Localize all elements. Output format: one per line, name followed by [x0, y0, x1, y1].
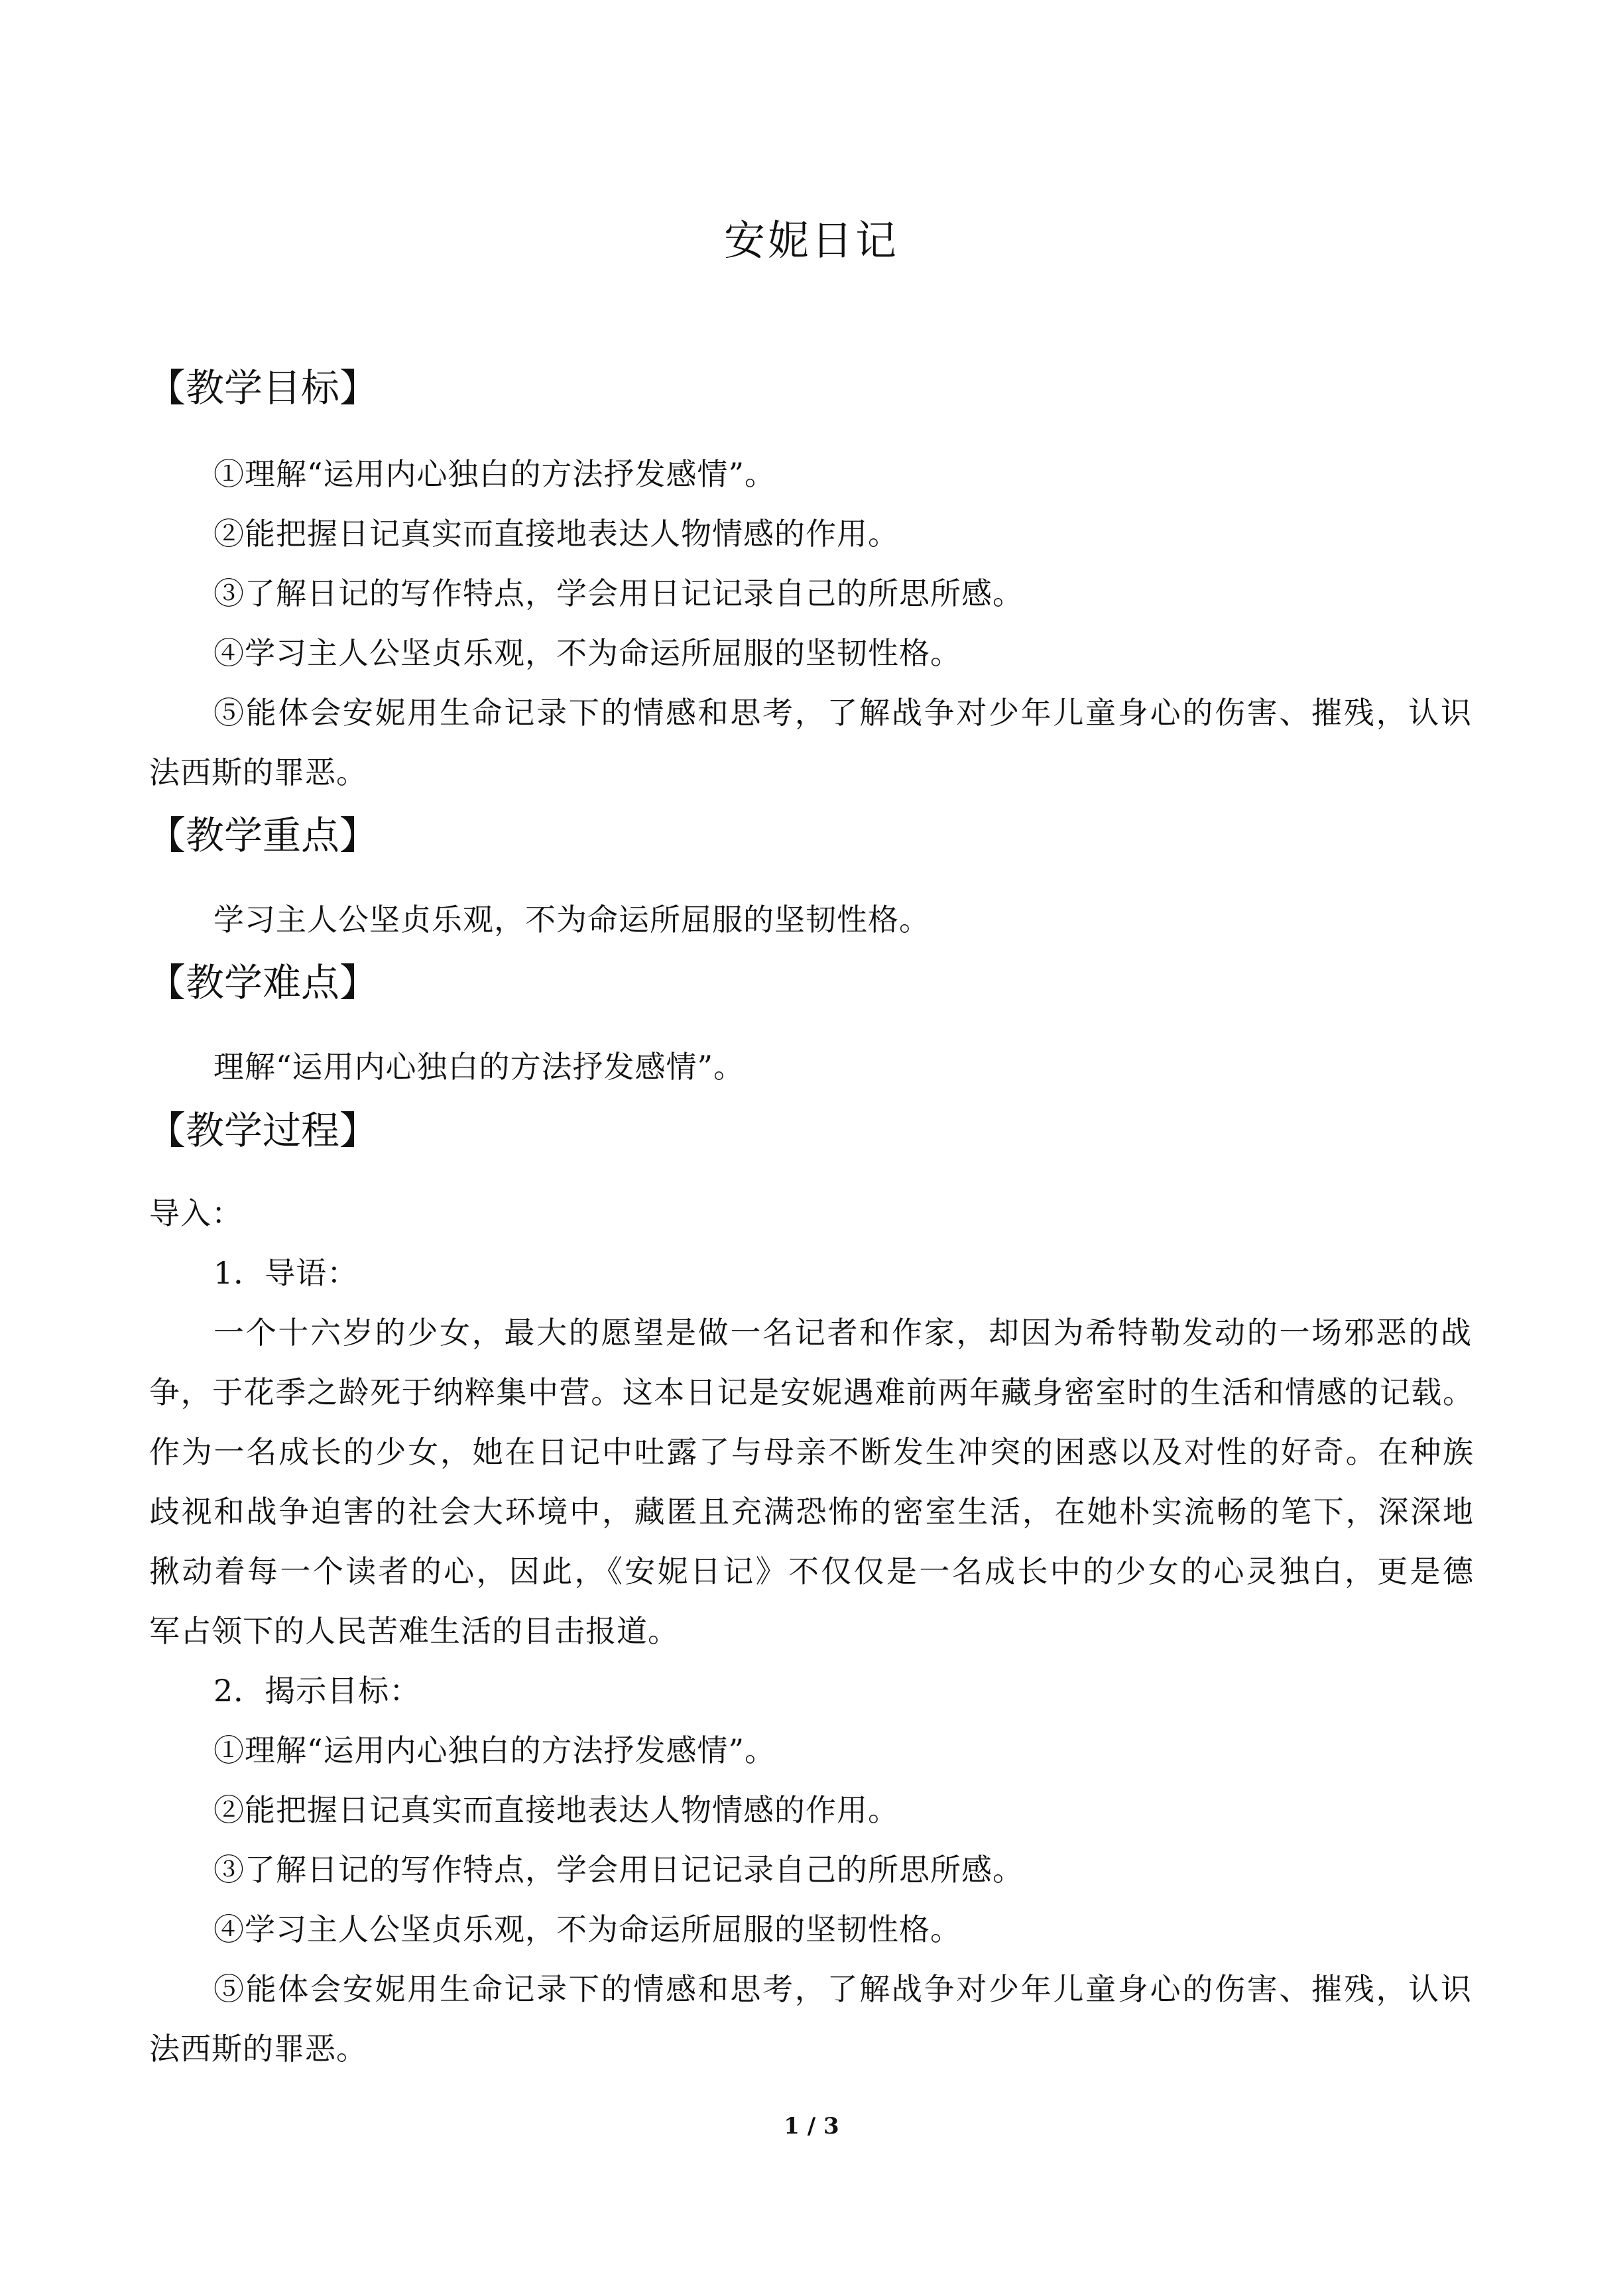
key-points-text: 学习主人公坚贞乐观，不为命运所屈服的坚韧性格。 — [213, 902, 930, 937]
step2-item-5: ⑤能体会安妮用生命记录下的情感和思考，了解战争对少年儿童身心的伤害、摧残，认识 — [213, 1971, 1472, 2007]
step1-line-6: 军占领下的人民苦难生活的目击报道。 — [149, 1613, 679, 1649]
objective-item-5-cont: 法西斯的罪恶。 — [149, 755, 367, 790]
objective-item-3: ③了解日记的写作特点，学会用日记记录自己的所思所感。 — [213, 575, 1024, 611]
process-intro-label: 导入： — [149, 1195, 243, 1231]
step2-item-1: ①理解“运用内心独白的方法抒发感情”。 — [213, 1732, 776, 1768]
step2-item-3: ③了解日记的写作特点，学会用日记记录自己的所思所感。 — [213, 1852, 1024, 1888]
step1-line-3: 作为一名成长的少女，她在日记中吐露了与母亲不断发生冲突的困惑以及对性的好奇。在种族 — [149, 1434, 1474, 1470]
step2-item-4: ④学习主人公坚贞乐观，不为命运所屈服的坚韧性格。 — [213, 1911, 961, 1947]
step1-line-5: 揪动着每一个读者的心，因此，《安妮日记》不仅仅是一名成长中的少女的心灵独白，更是德 — [149, 1553, 1474, 1589]
step2-label: 2．揭示目标： — [213, 1673, 421, 1709]
heading-difficulties: 【教学难点】 — [147, 960, 379, 1005]
step2-item-2: ②能把握日记真实而直接地表达人物情感的作用。 — [213, 1792, 899, 1828]
objective-item-5: ⑤能体会安妮用生命记录下的情感和思考，了解战争对少年儿童身心的伤害、摧残，认识 — [213, 695, 1472, 731]
difficulties-text: 理解“运用内心独白的方法抒发感情”。 — [213, 1049, 745, 1085]
step1-line-4: 歧视和战争迫害的社会大环境中，藏匿且充满恐怖的密室生活，在她朴实流畅的笔下，深深地 — [149, 1494, 1474, 1530]
page-number: 1 / 3 — [784, 2113, 839, 2140]
heading-process: 【教学过程】 — [147, 1108, 379, 1153]
step1-line-2: 争，于花季之龄死于纳粹集中营。这本日记是安妮遇难前两年藏身密室时的生活和情感的记载。 — [149, 1374, 1474, 1410]
document-title: 安妮日记 — [723, 216, 899, 265]
objective-item-4: ④学习主人公坚贞乐观，不为命运所屈服的坚韧性格。 — [213, 635, 961, 671]
heading-objectives: 【教学目标】 — [147, 365, 379, 410]
step1-label: 1．导语： — [213, 1255, 359, 1291]
step2-item-5-cont: 法西斯的罪恶。 — [149, 2031, 367, 2067]
objective-item-1: ①理解“运用内心独白的方法抒发感情”。 — [213, 456, 776, 492]
heading-key-points: 【教学重点】 — [147, 813, 379, 858]
objective-item-2: ②能把握日记真实而直接地表达人物情感的作用。 — [213, 516, 899, 552]
step1-line-1: 一个十六岁的少女，最大的愿望是做一名记者和作家，却因为希特勒发动的一场邪恶的战 — [213, 1315, 1472, 1351]
